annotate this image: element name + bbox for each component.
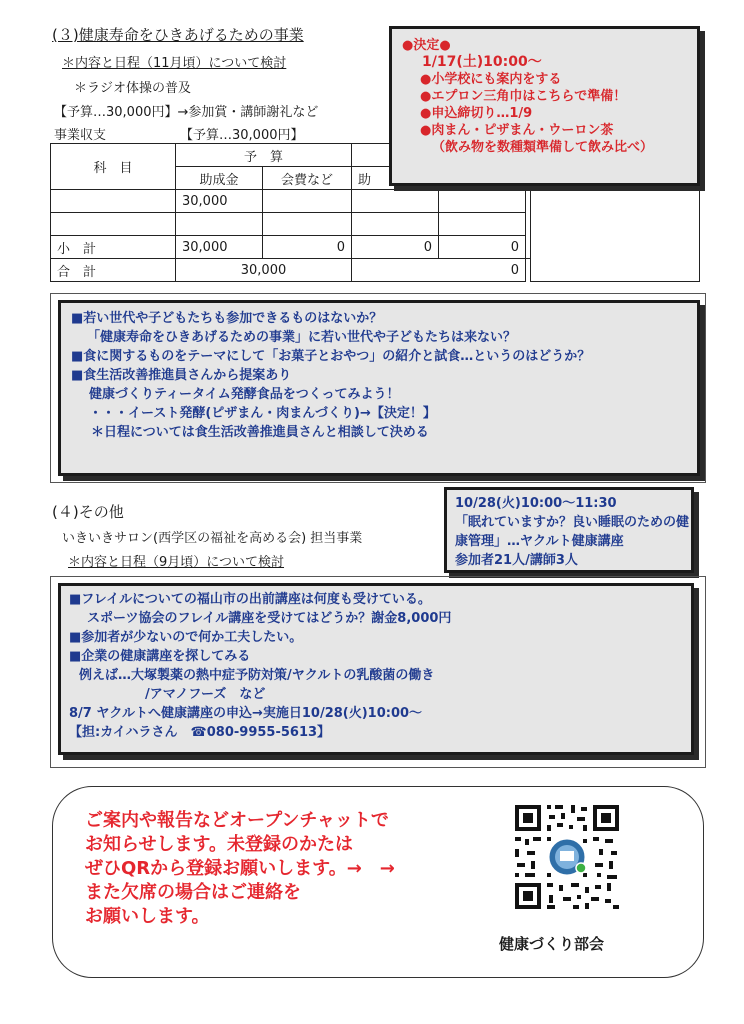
header-subject: 科 目	[51, 144, 176, 190]
notes2-line5: 例えば…大塚製薬の熱中症予防対策/ヤクルトの乳酸菌の働き	[79, 668, 435, 683]
total-value: 30,000	[176, 259, 352, 282]
notes-box-2	[58, 583, 694, 755]
notes2-line8: 【担:カイハラさん ☎080-9955-5613】	[69, 725, 331, 740]
section3-balance-label: 事業収支	[54, 128, 107, 143]
event-title-2: 康管理」…ヤクルト健康講座	[455, 534, 624, 549]
notes1-line4: ■食生活改善推進員さんから提案あり	[71, 368, 292, 383]
qr-code-icon[interactable]	[511, 801, 623, 913]
notes1-line6: ・・・イースト発酵(ピザまん・肉まんづくり)→【決定！】	[89, 406, 436, 421]
subtotal-fees: 0	[263, 236, 352, 259]
decision-item-drinks: （飲み物を数種類準備して飲み比べ）	[432, 140, 654, 155]
org-name: 健康づくり部会	[499, 935, 605, 953]
message-line5: お願いします。	[85, 906, 210, 927]
message-line3: ぜひQRから登録お願いします。→ →	[85, 858, 395, 879]
decision-item-food: ●肉まん・ピザまん・ウーロン茶	[420, 123, 614, 138]
subtotal-subsidy: 30,000	[176, 236, 263, 259]
section3-title: (３)健康寿命をひきあげるための事業	[52, 26, 304, 44]
event-box	[444, 487, 694, 573]
decision-item-school: ●小学校にも案内をする	[420, 72, 562, 87]
subtotal-col4: 0	[439, 236, 526, 259]
notes1-line7: ＊日程については食生活改善推進員さんと相談して決める	[91, 425, 429, 440]
section4-schedule: ＊内容と日程（9月頃）について検討	[68, 555, 285, 570]
open-chat-panel	[52, 786, 704, 978]
event-title-1: 「眠れていますか？良い睡眠のための健	[455, 515, 690, 530]
section3-balance-budget: 【予算…30,000円】	[180, 128, 304, 143]
total-value-2: 0	[352, 259, 526, 282]
message-line4: また欠席の場合はご連絡を	[85, 882, 301, 903]
message-line1: ご案内や報告などオープンチャットで	[85, 810, 389, 831]
section3-budget-note: 【予算…30,000円】→参加賞・講師謝礼など	[54, 105, 319, 120]
decision-box	[389, 26, 700, 186]
notes1-line1: ■若い世代や子どもたちも参加できるものはないか？	[71, 311, 383, 326]
row1-subsidy: 30,000	[176, 190, 263, 213]
open-chat-message	[85, 809, 395, 929]
decision-heading: ●決定●	[402, 38, 451, 53]
col-fees: 会費など	[263, 167, 352, 190]
subtotal-label: 小 計	[51, 236, 176, 259]
notes1-line5: 健康づくりティータイム発酵食品をつくってみよう！	[89, 387, 400, 402]
section3-radio-exercise: ＊ラジオ体操の普及	[74, 81, 192, 96]
notes2-line4: ■企業の健康講座を探してみる	[69, 649, 251, 664]
table-memo-cell	[530, 190, 700, 282]
total-label: 合 計	[51, 259, 176, 282]
col-subsidy: 助成金	[176, 167, 263, 190]
decision-item-apron: ●エプロン三角巾はこちらで準備！	[420, 89, 627, 104]
section3-schedule: ＊内容と日程（11月頃）について検討	[62, 56, 287, 71]
notes2-line3: ■参加者が少ないので何か工夫したい。	[69, 630, 303, 645]
message-line2: お知らせします。未登録のかたは	[85, 834, 354, 855]
col-subsidy-2: 助	[352, 167, 439, 190]
section4-salon: いきいきサロン(西学区の福祉を高める会) 担当事業	[62, 531, 363, 546]
notes2-line1: ■フレイルについての福山市の出前講座は何度も受けている。	[69, 592, 431, 607]
notes2-line6: /アマノフーズ など	[145, 687, 266, 702]
event-attendees: 参加者21人/講師3人	[455, 553, 578, 568]
decision-date: 1/17(土)10:00～	[422, 54, 542, 70]
notes2-line7: 8/7 ヤクルトへ健康講座の申込→実施日10/28(火)10:00～	[69, 706, 423, 721]
notes-box-1	[58, 300, 700, 476]
header-budget: 予 算	[176, 144, 352, 167]
notes1-line2: 「健康寿命をひきあげるための事業」に若い世代や子どもたちは来ない？	[87, 330, 517, 345]
notes2-line2: スポーツ協会のフレイル講座を受けてはどうか？謝金8,000円	[87, 611, 452, 626]
event-date: 10/28(火)10:00～11:30	[455, 496, 617, 511]
decision-item-deadline: ●申込締切り…1/9	[420, 106, 533, 121]
notes1-line3: ■食に関するものをテーマにして「お菓子とおやつ」の紹介と試食…というのはどうか？	[71, 349, 591, 364]
subtotal-col3: 0	[352, 236, 439, 259]
section4-title: (４)その他	[52, 503, 124, 521]
